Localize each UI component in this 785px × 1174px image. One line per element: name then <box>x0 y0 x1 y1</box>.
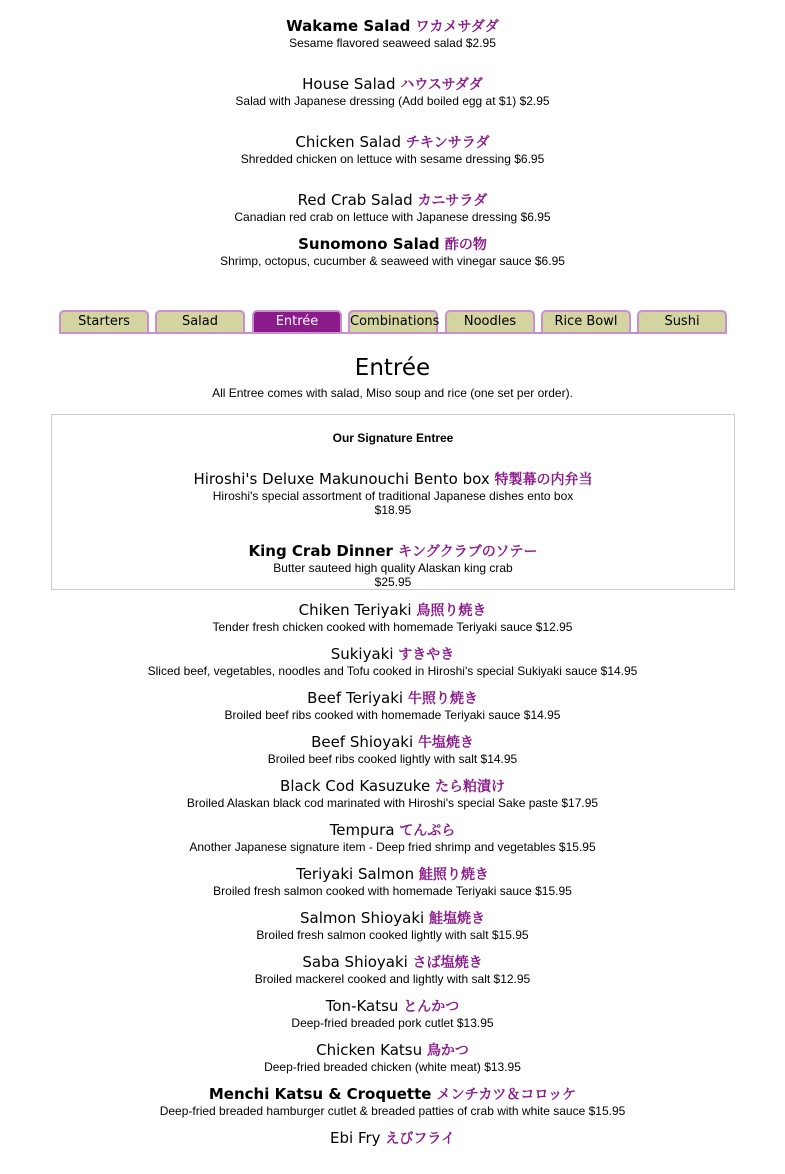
item-japanese-name: ハウスサダダ <box>400 77 483 93</box>
item-name: Beef Teriyaki <box>307 689 404 707</box>
item-description: Shredded chicken on lettuce with sesame dressing $6.95 <box>240 152 545 166</box>
item-name: Ebi Fry <box>330 1129 381 1147</box>
item-japanese-name: メンチカツ＆コロッケ <box>436 1087 577 1103</box>
item-japanese-name: えびフライ <box>385 1131 455 1147</box>
menu-item <box>0 602 785 646</box>
tab-sushi[interactable]: Sushi <box>637 310 727 334</box>
tab-combinations[interactable]: Combinations <box>348 310 438 334</box>
tab-rice-bowl[interactable]: Rice Bowl <box>541 310 631 334</box>
item-description: Broiled fresh salmon cooked lightly with salt $15.95 <box>256 928 529 942</box>
item-japanese-name: さば塩焼き <box>412 955 483 971</box>
item-name: King Crab Dinner <box>248 542 393 560</box>
menu-item <box>0 998 785 1042</box>
menu-item <box>0 1086 785 1130</box>
item-name: Sunomono Salad <box>298 235 440 253</box>
item-japanese-name: 鳥照り焼き <box>416 603 487 619</box>
item-description: Tender fresh chicken cooked with homemade Teriyaki sauce $12.95 <box>212 620 573 634</box>
item-name: House Salad <box>302 75 396 93</box>
item-name: Sukiyaki <box>330 645 394 663</box>
item-japanese-name: 鮭照り焼き <box>418 867 489 883</box>
menu-item <box>0 134 785 192</box>
signature-entree-box <box>51 414 735 590</box>
item-name: Chicken Salad <box>295 133 402 151</box>
salad-list <box>0 0 785 296</box>
menu-item <box>0 646 785 690</box>
item-name: Hiroshi's Deluxe Makunouchi Bento box <box>193 470 490 488</box>
item-japanese-name: てんぷら <box>399 823 456 839</box>
item-japanese-name: 牛塩焼き <box>417 735 474 751</box>
tab-entree[interactable]: Entrée <box>252 310 342 334</box>
item-japanese-name: カニサラダ <box>417 193 488 209</box>
item-description: Deep-fried breaded hamburger cutlet & breaded patties of crab with white sauce $15.95 <box>159 1104 626 1118</box>
tab-starters[interactable]: Starters <box>59 310 149 334</box>
item-japanese-name: 特製幕の内弁当 <box>494 472 593 488</box>
item-name: Red Crab Salad <box>297 191 413 209</box>
item-description: Broiled mackerel cooked and lightly with salt $12.95 <box>254 972 531 986</box>
item-description: Broiled beef ribs cooked lightly with salt $14.95 <box>267 752 518 766</box>
item-description: Another Japanese signature item - Deep fried shrimp and vegetables $15.95 <box>189 840 596 854</box>
item-japanese-name: たら粕漬け <box>434 779 505 795</box>
menu-item <box>0 734 785 778</box>
item-japanese-name: すきやき <box>398 647 455 663</box>
item-price: $25.95 <box>374 575 412 589</box>
menu-item <box>0 76 785 134</box>
menu-item <box>0 778 785 822</box>
item-japanese-name: 牛照り焼き <box>407 691 478 707</box>
menu-item <box>0 1042 785 1086</box>
item-name: Saba Shioyaki <box>302 953 408 971</box>
item-description: Salad with Japanese dressing (Add boiled egg at $1) $2.95 <box>235 94 550 108</box>
menu-item <box>0 910 785 954</box>
item-description: Broiled fresh salmon cooked with homemade Teriyaki sauce $15.95 <box>213 884 572 898</box>
menu-item <box>0 822 785 866</box>
signature-item <box>52 471 734 517</box>
item-description: Broiled Alaskan black cod marinated with Hiroshi's special Sake paste $17.95 <box>186 796 599 810</box>
item-name: Wakame Salad <box>286 17 411 35</box>
tab-noodles[interactable]: Noodles <box>445 310 535 334</box>
item-name: Beef Shioyaki <box>311 733 414 751</box>
signature-item <box>52 543 734 589</box>
menu-item <box>0 1130 785 1174</box>
tab-salad[interactable]: Salad <box>155 310 245 334</box>
item-japanese-name: キングクラブのソテー <box>398 544 538 560</box>
item-name: Tempura <box>329 821 395 839</box>
item-name: Chicken Katsu <box>316 1041 423 1059</box>
menu-item <box>0 690 785 734</box>
item-japanese-name: とんかつ <box>403 999 460 1015</box>
item-description: Sliced beef, vegetables, noodles and Tofu cooked in Hiroshi's special Sukiyaki sauce $14.95 <box>147 664 638 678</box>
item-japanese-name: 鮭塩焼き <box>429 911 486 927</box>
item-japanese-name: ワカメサダダ <box>415 19 499 35</box>
menu-item <box>0 18 785 76</box>
menu-item <box>0 236 785 296</box>
item-description: Deep-fried breaded chicken (white meat) $13.95 <box>264 1060 521 1074</box>
item-description: Butter sauteed high quality Alaskan king crab <box>273 561 513 575</box>
item-price: $18.95 <box>374 503 412 517</box>
signature-heading: Our Signature Entree <box>332 431 454 445</box>
item-description: Broiled beef ribs cooked with homemade Teriyaki sauce $14.95 <box>224 708 561 722</box>
menu-item <box>0 866 785 910</box>
section-note: All Entree comes with salad, Miso soup and rice (one set per order). <box>212 386 573 400</box>
item-japanese-name: 酢の物 <box>444 237 487 253</box>
menu-nav-tabs <box>59 310 729 334</box>
item-name: Menchi Katsu & Croquette <box>208 1085 432 1103</box>
item-japanese-name: チキンサラダ <box>405 135 490 151</box>
item-description: Shrimp, octopus, cucumber & seaweed with vinegar sauce $6.95 <box>220 254 565 268</box>
menu-item <box>0 192 785 236</box>
menu-item <box>0 954 785 998</box>
item-description: Sesame flavored seaweed salad $2.95 <box>289 36 496 50</box>
item-name: Ton-Katsu <box>325 997 399 1015</box>
item-name: Teriyaki Salmon <box>296 865 415 883</box>
item-japanese-name: 鳥かつ <box>426 1043 469 1059</box>
item-name: Chiken Teriyaki <box>298 601 412 619</box>
entree-list <box>0 602 785 1174</box>
item-name: Black Cod Kasuzuke <box>280 777 431 795</box>
item-description: Canadian red crab on lettuce with Japanese dressing $6.95 <box>234 210 551 224</box>
item-name: Salmon Shioyaki <box>299 909 425 927</box>
item-description: Hiroshi's special assortment of traditional Japanese dishes ento box <box>212 489 574 503</box>
section-title: Entrée <box>354 355 431 381</box>
item-description: Deep-fried breaded pork cutlet $13.95 <box>291 1016 494 1030</box>
